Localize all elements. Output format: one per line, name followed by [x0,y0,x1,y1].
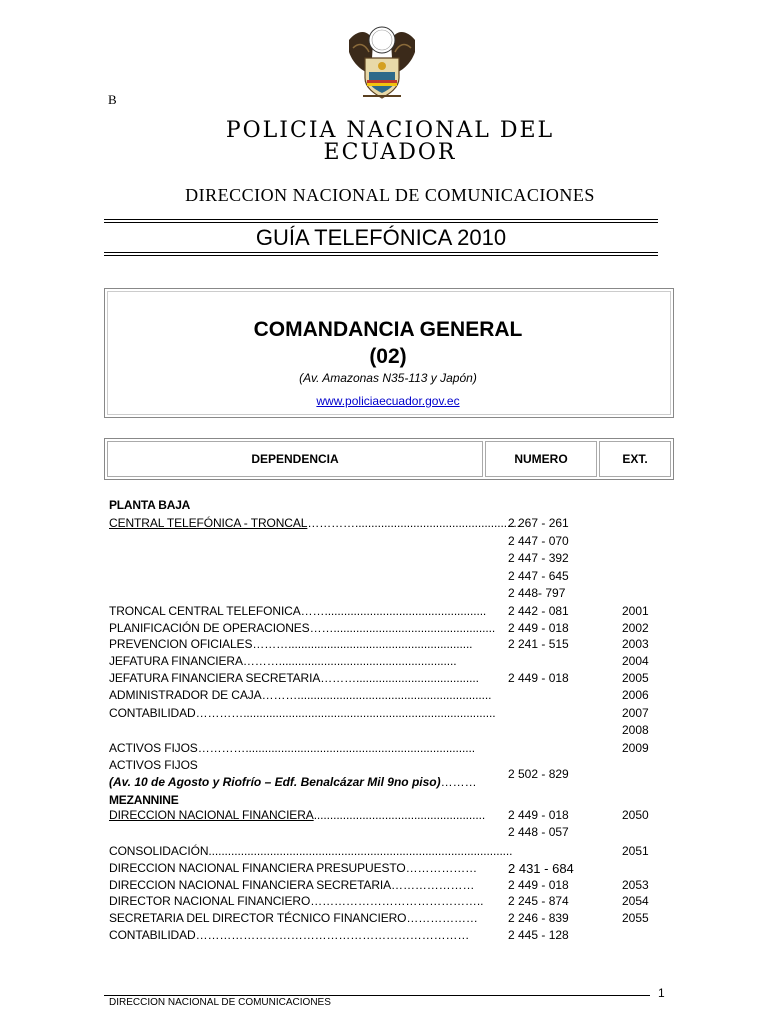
table-row-label: DIRECCION NACIONAL FINANCIERA SECRETARIA………………… [109,878,475,892]
phone-number: 2 502 - 829 [508,767,569,781]
table-row-label: PLANIFICACIÓN DE OPERACIONES…….................................................. [109,621,496,635]
guide-title: GUÍA TELEFÓNICA 2010 [255,225,507,250]
table-row-label: CENTRAL TELEFÓNICA - TRONCAL…………................................................... [109,516,520,530]
extension: 2001 [622,604,649,618]
table-row-label: DIRECTOR NACIONAL FINANCIERO…………………………………….. [109,894,484,908]
command-title: COMANDANCIA GENERAL [253,318,523,341]
table-header [104,438,674,480]
table-row-label: ACTIVOS FIJOS [109,758,198,772]
double-rule-top-b [104,222,658,223]
phone-number: 2 448- 797 [508,586,566,600]
extension: 2004 [622,654,649,668]
table-row-label: ACTIVOS FIJOS…………....................................................................... [109,741,475,755]
double-rule-bottom-a [104,252,658,253]
phone-number: 2 267 - 261 [508,516,569,530]
extension: 2003 [622,637,649,651]
extension: 2009 [622,741,649,755]
phone-number: 2 246 - 839 [508,911,569,925]
section-title: PLANTA BAJA [109,498,191,512]
phone-number: 2 447 - 645 [508,569,569,583]
page-number: 1 [658,986,665,1000]
phone-number: 2 449 - 018 [508,808,569,822]
police-emblem-logo [343,22,421,104]
double-rule-top-a [104,219,658,220]
phone-number: 2 445 - 128 [508,928,569,942]
table-row-label: DIRECCION NACIONAL FINANCIERA PRESUPUESTO……………… [109,861,478,875]
phone-number: 2 449 - 018 [508,878,569,892]
extension: 2006 [622,688,649,702]
extension: 2051 [622,844,649,858]
footer-text: DIRECCION NACIONAL DE COMUNICACIONES [109,997,331,1008]
table-row-label: CONTABILIDAD…………………………………………………………… [109,928,470,942]
extension: 2050 [622,808,649,822]
phone-number: 2 245 - 874 [508,894,569,908]
area-code: (02) [369,345,407,368]
phone-number: 2 442 - 081 [508,604,569,618]
phone-number: 2 449 - 018 [508,621,569,635]
table-row-label: SECRETARIA DEL DIRECTOR TÉCNICO FINANCIERO……………… [109,911,478,925]
extension: 2053 [622,878,649,892]
extension: 2054 [622,894,649,908]
table-row-label: TRONCAL CENTRAL TELEFONICA…….................................................. [109,604,487,618]
corner-letter: B [108,92,117,107]
double-rule-bottom-b [104,255,658,256]
organization-title-line1: POLICIA NACIONAL DEL [225,118,555,143]
table-row-label: ADMINISTRADOR DE CAJA………............................................................ [109,688,492,702]
table-row-label: JEFATURA FINANCIERA………....................................................... [109,654,457,668]
website-link[interactable]: www.policiaecuador.gov.ec [316,394,460,408]
table-row-label: CONSOLIDACIÓN.............................................................................................. [109,844,513,858]
table-row-label: CONTABILIDAD………….............................................................................. [109,706,496,720]
phone-number: 2 449 - 018 [508,671,569,685]
phone-number: 2 448 - 057 [508,825,569,839]
column-header-dependencia: DEPENDENCIA [107,441,483,477]
section-title: MEZANNINE [109,793,179,807]
directorate-title: DIRECCION NACIONAL DE COMUNICACIONES [185,185,595,205]
table-row-label: DIRECCION NACIONAL FINANCIERA..................................................... [109,808,486,822]
extension: 2007 [622,706,649,720]
extension: 2002 [622,621,649,635]
organization-title [120,120,660,164]
column-header-numero: NUMERO [485,441,597,477]
column-header-ext: EXT. [599,441,671,477]
phone-number: 2 447 - 070 [508,534,569,548]
command-address: (Av. Amazonas N35-113 y Japón) [299,371,477,385]
organization-title-line2: ECUADOR [323,140,457,165]
table-row-sublabel: (Av. 10 de Agosto y Riofrío – Edf. Benalcázar Mil 9no piso)……… [109,775,477,789]
phone-number: 2 241 - 515 [508,637,569,651]
extension: 2005 [622,671,649,685]
phone-number: 2 447 - 392 [508,551,569,565]
phone-number: 2 431 - 684 [508,861,574,876]
extension: 2055 [622,911,649,925]
table-row-label: PREVENCION OFICIALES………......................................................... [109,637,473,651]
extension: 2008 [622,723,649,737]
footer-rule [104,995,650,996]
table-row-label: JEFATURA FINANCIERA SECRETARIA………...................................... [109,671,479,685]
